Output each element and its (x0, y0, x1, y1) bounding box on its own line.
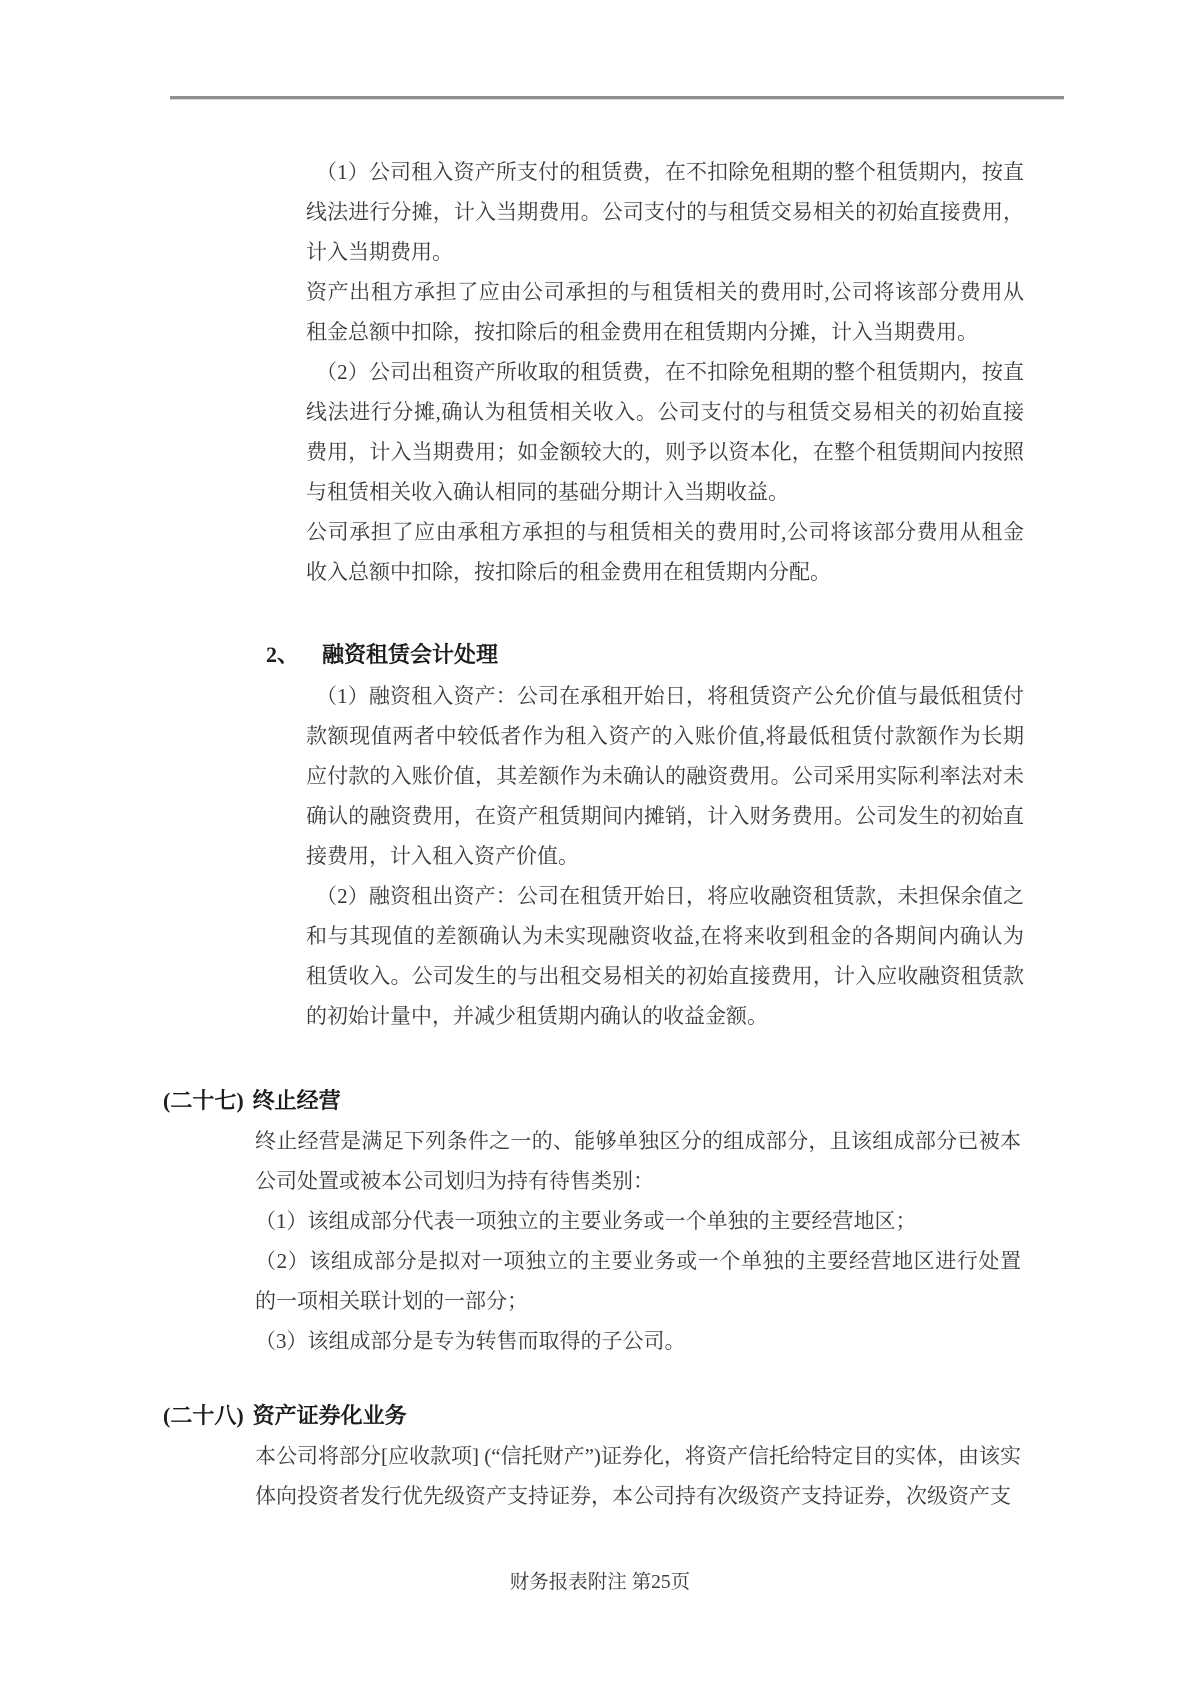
securitization-body (255, 1436, 1021, 1516)
securitization-heading-number: (二十八) (163, 1403, 244, 1428)
finance-lease-heading-number: 2、 (266, 642, 300, 667)
discontinued-operations-heading-title: 终止经营 (252, 1088, 341, 1113)
paragraph-lease-4: 公司承担了应由承租方承担的与租赁相关的费用时,公司将该部分费用从租金收入总额中扣除，按扣除后的租金费用在租赁期内分配。 (306, 520, 1024, 584)
paragraph-lease-2: 资产出租方承担了应由公司承担的与租赁相关的费用时,公司将该部分费用从租金总额中扣除，按扣除后的租金费用在租赁期内分摊，计入当期费用。 (306, 280, 1024, 344)
finance-lease-heading (266, 640, 498, 670)
discontinued-operations-item-2: （2）该组成部分是拟对一项独立的主要业务或一个单独的主要经营地区进行处置的一项相关联计划的一部分； (255, 1249, 1021, 1313)
footer-page-label: 财务报表附注 第25页 (509, 1572, 691, 1593)
operating-lease-paragraphs (306, 152, 1024, 592)
paragraph-lease-1: （1）公司租入资产所支付的租赁费，在不扣除免租期的整个租赁期内，按直线法进行分摊，计入当期费用。公司支付的与租赁交易相关的初始直接费用，计入当期费用。 (306, 160, 1024, 264)
securitization-heading (163, 1401, 407, 1431)
finance-lease-paragraphs (306, 676, 1024, 1036)
securitization-paragraph: 本公司将部分[应收款项] (“信托财产”)证券化，将资产信托给特定目的实体，由该实体向投资者发行优先级资产支持证券，本公司持有次级资产支持证券，次级资产支 (255, 1444, 1021, 1508)
discontinued-operations-heading-number: (二十七) (163, 1088, 244, 1113)
finance-lease-heading-title: 融资租赁会计处理 (322, 642, 499, 667)
paragraph-finance-lease-2: （2）融资租出资产：公司在租赁开始日，将应收融资租赁款，未担保余值之和与其现值的差额确认为未实现融资收益,在将来收到租金的各期间内确认为租赁收入。公司发生的与出租交易相关的初始直接费用，计入应收融资租赁款的初始计量中，并减少租赁期内确认的收益金额。 (306, 884, 1024, 1028)
paragraph-finance-lease-1: （1）融资租入资产：公司在承租开始日，将租赁资产公允价值与最低租赁付款额现值两者中较低者作为租入资产的入账价值,将最低租赁付款额作为长期应付款的入账价值，其差额作为未确认的融资费用。公司采用实际利率法对未确认的融资费用，在资产租赁期间内摊销，计入财务费用。公司发生的初始直接费用，计入租入资产价值。 (306, 684, 1024, 868)
page-footer (0, 1568, 1200, 1598)
paragraph-lease-3: （2）公司出租资产所收取的租赁费，在不扣除免租期的整个租赁期内，按直线法进行分摊,确认为租赁相关收入。公司支付的与租赁交易相关的初始直接费用，计入当期费用；如金额较大的，则予以资本化，在整个租赁期间内按照与租赁相关收入确认相同的基础分期计入当期收益。 (306, 360, 1024, 504)
discontinued-operations-item-1: （1）该组成部分代表一项独立的主要业务或一个单独的主要经营地区； (255, 1209, 917, 1233)
discontinued-operations-intro: 终止经营是满足下列条件之一的、能够单独区分的组成部分，且该组成部分已被本公司处置或被本公司划归为持有待售类别： (255, 1129, 1021, 1193)
header-rule (170, 96, 1064, 100)
discontinued-operations-item-3: （3）该组成部分是专为转售而取得的子公司。 (255, 1329, 686, 1353)
securitization-heading-title: 资产证券化业务 (252, 1403, 407, 1428)
discontinued-operations-body (255, 1121, 1021, 1361)
discontinued-operations-heading (163, 1086, 341, 1116)
